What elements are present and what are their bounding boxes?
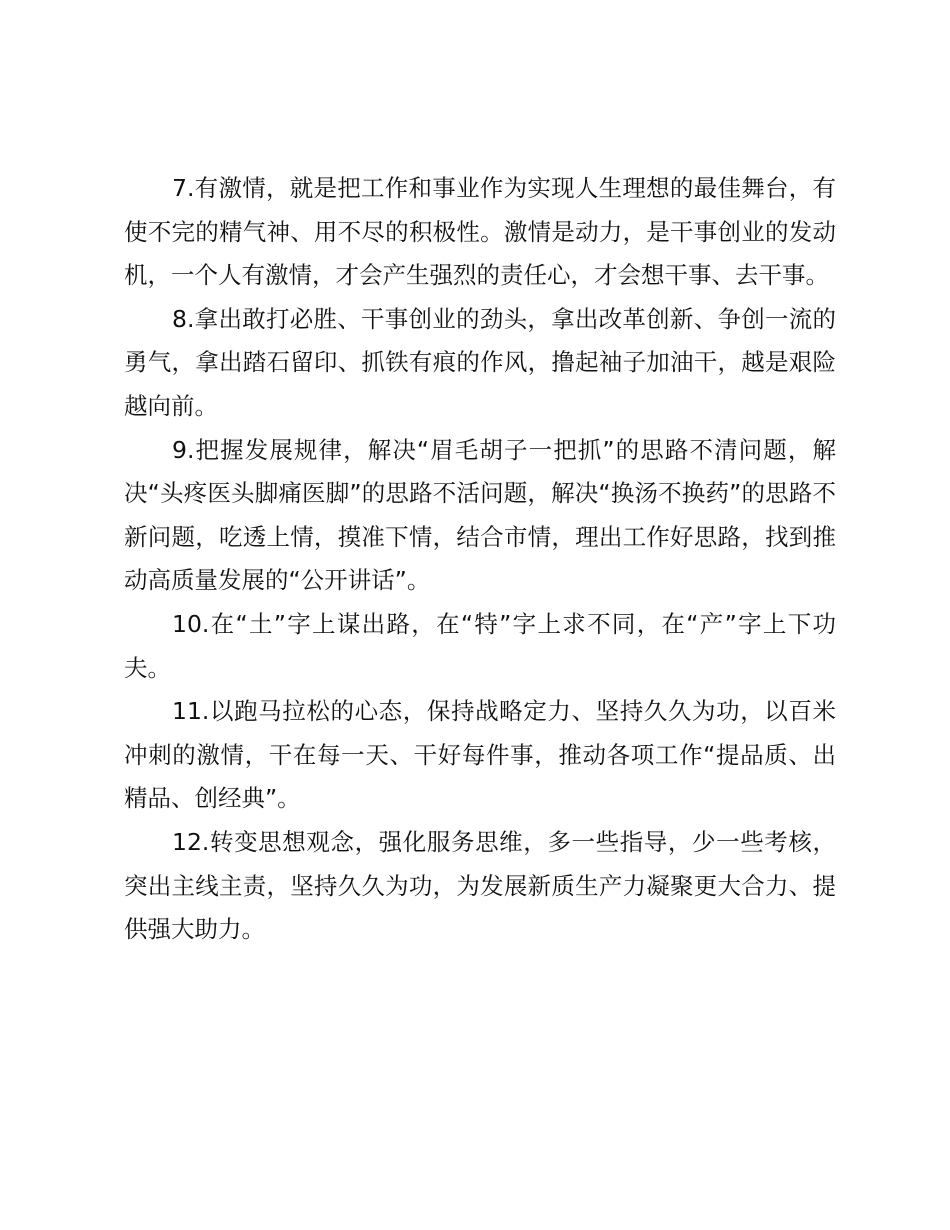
paragraph-12: 12.转变思想观念，强化服务思维，多一些指导，少一些考核，突出主线主责，坚持久久为功，为发展新质生产力凝聚更大合力、提供强大助力。	[124, 827, 836, 944]
paragraph-8: 8.拿出敢打必胜、干事创业的劲头，拿出改革创新、争创一流的勇气，拿出踏石留印、抓铁有痕的作风，撸起袖子加油干，越是艰险越向前。	[124, 304, 836, 420]
document-body	[124, 167, 836, 952]
paragraph-7: 7.有激情，就是把工作和事业作为实现人生理想的最佳舞台，有使不完的精气神、用不尽的积极性。激情是动力，是干事创业的发动机，一个人有激情，才会产生强烈的责任心，才会想干事、去干事。	[124, 174, 836, 290]
paragraph-10: 10.在“土”字上谋出路，在“特”字上求不同，在“产”字上下功夫。	[124, 609, 836, 682]
paragraph-11: 11.以跑马拉松的心态，保持战略定力、坚持久久为功，以百米冲刺的激情，干在每一天、干好每件事，推动各项工作“提品质、出精品、创经典”。	[124, 697, 836, 813]
paragraph-9: 9.把握发展规律，解决“眉毛胡子一把抓”的思路不清问题，解决“头疼医头脚痛医脚”的思路不活问题，解决“换汤不换药”的思路不新问题，吃透上情，摸准下情，结合市情，理出工作好思路，找到推动高质量发展的“公开讲话”。	[124, 435, 836, 595]
